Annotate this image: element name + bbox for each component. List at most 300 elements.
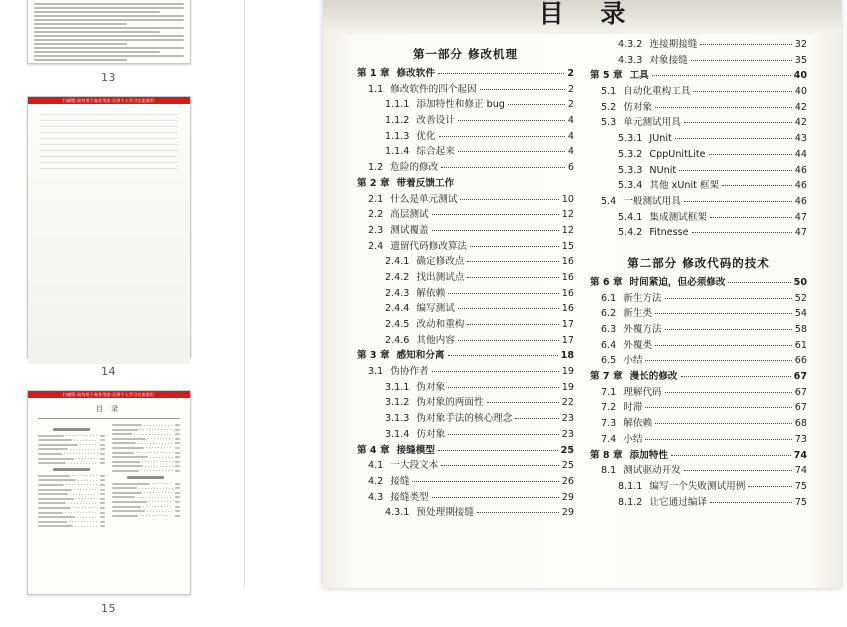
toc-entry[interactable] — [357, 508, 574, 518]
toc-entry-number: 第 5 章 — [590, 70, 623, 82]
toc-entry-page: 75 — [794, 496, 807, 508]
toc-entry-number: 6.2 — [601, 308, 617, 320]
toc-entry-page: 66 — [794, 355, 807, 367]
toc-entry-number: 7.2 — [601, 402, 617, 414]
toc-entry[interactable] — [590, 466, 807, 476]
toc-entry-title: 接缝模型 — [396, 444, 435, 456]
toc-entry-page: 42 — [794, 117, 807, 129]
toc-entry[interactable] — [590, 341, 807, 351]
toc-entry-page: 25 — [560, 444, 574, 456]
toc-entry-title: 修改软件 — [396, 68, 435, 79]
toc-entry[interactable] — [590, 56, 807, 66]
toc-entry-page: 25 — [561, 460, 574, 472]
toc-entry-page: 23 — [561, 428, 574, 440]
toc-entry-page: 47 — [794, 227, 807, 239]
toc-entry-number: 6.3 — [601, 324, 617, 335]
toc-entry-page: 75 — [794, 480, 807, 492]
toc-entry[interactable] — [590, 325, 807, 335]
toc-entry-title: 什么是单元测试 — [390, 193, 458, 205]
toc-entry[interactable] — [590, 213, 807, 223]
thumbnail-item[interactable] — [0, 96, 217, 390]
toc-entry-title: 单元测试用具 — [623, 117, 681, 129]
toc-entry-title: 伪协作者 — [390, 366, 429, 378]
toc-entry-number: 5.3.1 — [618, 133, 643, 145]
toc-entry-title: 一大段文本 — [390, 460, 439, 472]
toc-entry-page: 46 — [794, 164, 807, 176]
toc-entry-number: 2.4.1 — [385, 256, 410, 268]
toc-entry-number: 4.3 — [368, 491, 384, 503]
toc-leader-dots — [681, 376, 791, 377]
toc-leader-dots — [655, 345, 792, 346]
toc-entry[interactable] — [357, 414, 574, 424]
toc-entry[interactable] — [590, 166, 807, 176]
toc-entry-page: 29 — [561, 491, 574, 503]
toc-entry-number: 2.4.6 — [385, 334, 410, 346]
toc-entry[interactable] — [357, 85, 574, 95]
toc-entry-title: 解依赖 — [623, 418, 653, 430]
toc-entry[interactable] — [357, 69, 574, 79]
toc-leader-dots — [467, 277, 558, 278]
toc-entry-number: 4.3.2 — [618, 39, 643, 50]
thumbnail-page-13[interactable] — [27, 0, 191, 64]
toc-entry-page: 12 — [561, 224, 574, 236]
toc-entry[interactable] — [590, 103, 807, 113]
toc-entry-page: 16 — [561, 256, 574, 268]
toc-entry-title: 带着反馈工作 — [396, 177, 455, 189]
toc-entry-number: 1.1.2 — [385, 115, 410, 127]
toc-leader-dots — [684, 122, 792, 123]
toc-entry-number: 2.4.4 — [385, 303, 410, 315]
toc-entry-number: 7.4 — [601, 433, 617, 445]
toc-entry-number: 6.1 — [601, 292, 617, 304]
toc-entry-number: 2.4.2 — [385, 271, 410, 283]
thumbnail-page-14[interactable] — [27, 96, 191, 358]
toc-entry[interactable] — [357, 210, 574, 220]
toc-entry-title: 综合起来 — [416, 146, 455, 158]
toc-entry[interactable] — [590, 71, 807, 81]
toc-entry-title: 伪对象手法的核心理念 — [416, 413, 513, 425]
toc-leader-dots — [684, 201, 792, 202]
toc-entry-number: 5.3 — [601, 117, 617, 129]
toc-entry-page: 4 — [567, 146, 574, 158]
toc-leader-dots — [684, 470, 792, 471]
thumbnail-banner: 扫描版·请勿用于商业用途·仅供个人学习交流使用 — [28, 97, 190, 104]
toc-entry-number: 2.2 — [368, 209, 384, 221]
toc-entry-page: 18 — [560, 350, 574, 362]
toc-entry-number: 3.1.1 — [385, 381, 410, 393]
toc-leader-dots — [700, 44, 791, 45]
toc-entry-number: 第 2 章 — [357, 177, 390, 189]
toc-leader-dots — [441, 167, 565, 168]
toc-entry-page: 4 — [567, 130, 574, 142]
toc-entry[interactable] — [357, 257, 574, 267]
toc-entry-number: 8.1.2 — [618, 496, 643, 508]
toc-entry-title: 预处理期接缝 — [416, 507, 474, 519]
toc-entry-page: 67 — [793, 371, 807, 383]
toc-entry-page: 6 — [567, 162, 574, 174]
toc-entry-number: 2.1 — [368, 193, 384, 205]
toc-entry[interactable] — [590, 150, 807, 160]
toc-leader-dots — [692, 232, 792, 233]
toc-entry-page: 2 — [567, 83, 574, 95]
thumbnail-page-number: 13 — [101, 71, 116, 84]
toc-entry[interactable] — [357, 398, 574, 408]
toc-leader-dots — [470, 246, 559, 247]
toc-entry-title: 改善设计 — [416, 115, 455, 127]
toc-entry-number: 第 3 章 — [357, 350, 390, 362]
toc-entry[interactable] — [590, 419, 807, 429]
toc-entry[interactable] — [357, 132, 574, 142]
toc-entry-title: 集成测试框架 — [649, 211, 707, 223]
toc-leader-dots — [432, 214, 559, 215]
toc-entry[interactable] — [590, 87, 807, 97]
thumbnail-toc-columns — [38, 424, 180, 530]
toc-entry-page: 2 — [567, 99, 574, 111]
toc-entry-title: 仿对象 — [416, 428, 446, 440]
toc-leader-dots — [432, 371, 559, 372]
toc-entry-page: 17 — [561, 334, 574, 346]
toc-entry-number: 第 4 章 — [357, 444, 390, 456]
toc-entry-page: 44 — [794, 148, 807, 160]
toc-entry-title: 外覆方法 — [623, 324, 662, 335]
toc-entry-number: 5.3.4 — [618, 180, 643, 192]
toc-entry-title: 接缝 — [390, 475, 410, 487]
toc-entry[interactable] — [590, 388, 807, 398]
toc-leader-dots — [458, 340, 559, 341]
toc-entry[interactable] — [590, 278, 807, 288]
toc-entry-number: 第 8 章 — [590, 449, 623, 461]
toc-entry[interactable] — [357, 367, 574, 377]
toc-entry-title: 其他 xUnit 框架 — [649, 180, 720, 192]
toc-leader-dots — [448, 387, 559, 388]
toc-entry-page: 40 — [794, 86, 807, 98]
toc-entry-number: 2.4 — [368, 240, 384, 252]
toc-entry-page: 61 — [794, 339, 807, 351]
toc-entry-title: 编写测试 — [416, 303, 455, 315]
toc-leader-dots — [645, 360, 791, 361]
toc-column-left — [349, 40, 582, 588]
toc-entry-number: 第 1 章 — [357, 68, 390, 79]
toc-leader-dots — [675, 138, 792, 139]
toc-leader-dots — [728, 282, 790, 283]
thumbnail-faint-lines — [28, 104, 190, 169]
toc-entry-page: 67 — [794, 402, 807, 414]
toc-entry-number: 2.4.3 — [385, 287, 410, 299]
toc-leader-dots — [722, 185, 792, 186]
toc-entry-page: 16 — [561, 287, 574, 299]
toc-entry-title: 编写一个失败测试用例 — [649, 480, 746, 492]
thumbnail-banner: 扫描版·请勿用于商业用途·仅供个人学习交流使用 — [28, 391, 190, 398]
toc-leader-dots — [665, 298, 792, 299]
toc-entry[interactable] — [357, 493, 574, 503]
toc-entry[interactable] — [590, 228, 807, 238]
toc-entry-page: 46 — [794, 180, 807, 192]
toc-entry-number: 7.3 — [601, 418, 617, 430]
toc-leader-dots — [412, 481, 558, 482]
toc-entry[interactable] — [590, 403, 807, 413]
toc-leader-dots — [508, 104, 565, 105]
toc-entry-title: NUnit — [649, 164, 677, 176]
toc-leader-dots — [645, 407, 791, 408]
toc-entry-number: 3.1 — [368, 366, 384, 378]
toc-entry-page: 40 — [793, 70, 807, 82]
toc-entry-page: 68 — [794, 418, 807, 430]
toc-entry[interactable] — [357, 226, 574, 236]
toc-entry-number: 7.1 — [601, 386, 617, 398]
toc-entry-page: 23 — [561, 413, 574, 425]
toc-leader-dots — [467, 324, 558, 325]
toc-entry-title: 高层测试 — [390, 209, 429, 221]
toc-entry[interactable] — [590, 134, 807, 144]
toc-entry[interactable] — [357, 383, 574, 393]
toc-entry-page: 52 — [794, 292, 807, 304]
toc-entry[interactable] — [357, 446, 574, 456]
toc-entry-title: 其他内容 — [416, 334, 455, 346]
toc-entry-page: 46 — [794, 195, 807, 207]
toc-entry-page: 19 — [561, 381, 574, 393]
toc-entry[interactable] — [357, 430, 574, 440]
toc-entry-page: 43 — [794, 133, 807, 145]
toc-entry-title: 理解代码 — [623, 386, 662, 398]
toc-leader-dots — [671, 455, 791, 456]
toc-entry-title: 工具 — [629, 70, 649, 82]
toc-leader-dots — [467, 261, 558, 262]
toc-leader-dots — [448, 434, 559, 435]
toc-leader-dots — [448, 355, 558, 356]
toc-entry[interactable] — [357, 336, 574, 346]
toc-entry-title: 让它通过编译 — [649, 496, 707, 508]
toc-entry-page: 10 — [561, 193, 574, 205]
toc-entry-title: 外覆类 — [623, 339, 653, 351]
toc-entry-title: 对象接缝 — [649, 54, 688, 66]
toc-entry-number: 5.2 — [601, 101, 617, 113]
thumbnail-toc-col-right — [112, 424, 180, 530]
toc-entry-title: 危险的修改 — [390, 162, 439, 174]
toc-entry[interactable] — [357, 147, 574, 157]
thumbnail-blank-scan — [28, 104, 190, 364]
toc-leader-dots — [665, 392, 792, 393]
toc-entry-page: 42 — [794, 101, 807, 113]
toc-entry-title: 接缝类型 — [390, 491, 429, 503]
toc-entry-page: 32 — [794, 39, 807, 50]
toc-entry[interactable] — [357, 116, 574, 126]
toc-entry-number: 1.1 — [368, 83, 384, 95]
toc-entry[interactable] — [357, 195, 574, 205]
toc-entry-title: 添加特性 — [629, 449, 668, 461]
toc-leader-dots — [679, 170, 792, 171]
toc-entry-number: 4.3.3 — [618, 54, 643, 66]
toc-entry[interactable] — [590, 309, 807, 319]
toc-entry-page: 16 — [561, 271, 574, 283]
toc-entry-page: 50 — [793, 276, 807, 288]
toc-entry-title: 优化 — [416, 130, 436, 142]
toc-entry-title: 仿对象 — [623, 101, 653, 113]
toc-column-right — [582, 40, 815, 588]
toc-leader-dots — [693, 91, 791, 92]
toc-entry-number: 6.5 — [601, 355, 617, 367]
toc-entry-number: 5.3.3 — [618, 164, 643, 176]
toc-entry-page: 16 — [561, 303, 574, 315]
toc-leader-dots — [487, 402, 559, 403]
toc-leader-dots — [655, 313, 792, 314]
toc-entry-title: 时滞 — [623, 402, 643, 414]
page-title: 目 录 — [538, 0, 640, 28]
toc-leader-dots — [458, 120, 565, 121]
toc-entry-page: 4 — [567, 115, 574, 127]
toc-leader-dots — [710, 217, 792, 218]
toc-part-heading: 第二部分 修改代码的技术 — [627, 255, 770, 270]
thumbnail-page-15[interactable] — [27, 390, 191, 595]
toc-entry-number: 2.3 — [368, 224, 384, 236]
toc-leader-dots — [438, 450, 558, 451]
toc-entry[interactable] — [357, 461, 574, 471]
toc-entry-title: 测试覆盖 — [390, 224, 429, 236]
toc-leader-dots — [439, 136, 565, 137]
toc-entry-title: 自动化重构工具 — [623, 86, 691, 98]
toc-entry[interactable] — [590, 181, 807, 191]
toc-entry[interactable] — [357, 477, 574, 487]
toc-entry-page: 67 — [794, 386, 807, 398]
toc-leader-dots — [515, 418, 558, 419]
toc-entry-title: 添加特性和修正 bug — [416, 99, 505, 111]
toc-entry[interactable] — [357, 320, 574, 330]
thumbnail-toc-title: 目 录 — [95, 405, 122, 413]
toc-entry[interactable] — [357, 100, 574, 110]
document-page — [323, 0, 841, 588]
toc-entry-title: 遗留代码修改算法 — [390, 240, 468, 252]
toc-entry-title: 感知和分离 — [396, 350, 445, 362]
toc-entry[interactable] — [590, 197, 807, 207]
toc-entry-title: 时间紧迫，但必须修改 — [629, 276, 726, 288]
toc-entry-number: 3.1.2 — [385, 397, 410, 409]
toc-leader-dots — [691, 60, 792, 61]
toc-entry[interactable] — [357, 179, 574, 189]
toc-entry-page: 47 — [794, 211, 807, 223]
toc-entry-title: 确定修改点 — [416, 256, 465, 268]
thumbnail-toc-preview — [28, 398, 190, 530]
toc-entry[interactable] — [590, 294, 807, 304]
thumbnail-toc-col-left — [38, 424, 106, 530]
thumbnail-panel[interactable] — [0, 0, 217, 615]
toc-entry-title: JUnit — [649, 133, 672, 145]
toc-entry-number: 8.1 — [601, 465, 617, 477]
toc-entry[interactable] — [590, 482, 807, 492]
toc-entry-number: 1.1.1 — [385, 99, 410, 111]
thumbnail-item[interactable] — [0, 0, 217, 96]
toc-entry-title: Fitnesse — [649, 227, 689, 239]
toc-entry[interactable] — [357, 163, 574, 173]
toc-leader-dots — [460, 199, 558, 200]
toc-entry[interactable] — [590, 451, 807, 461]
toc-entry[interactable] — [590, 435, 807, 445]
toc-entry-title: CppUnitLite — [649, 148, 706, 160]
thumbnail-divider — [38, 418, 180, 419]
toc-entry[interactable] — [357, 304, 574, 314]
toc-entry-number: 4.1 — [368, 460, 384, 472]
toc-entry[interactable] — [357, 351, 574, 361]
toc-leader-dots — [655, 423, 792, 424]
page-viewer[interactable] — [217, 0, 847, 586]
toc-entry-title: 连接期接缝 — [649, 39, 698, 50]
toc-entry-title: 改动和重构 — [416, 319, 465, 330]
toc-part-heading: 第一部分 修改机理 — [412, 47, 518, 61]
toc-entry-title: 修改软件的四个起因 — [390, 83, 477, 95]
toc-entry-number: 第 6 章 — [590, 276, 623, 288]
toc-entry-number: 4.2 — [368, 475, 384, 487]
toc-entry-title: 解依赖 — [416, 287, 446, 299]
toc-leader-dots — [652, 75, 791, 76]
toc-leader-dots — [709, 154, 792, 155]
toc-entry[interactable] — [590, 498, 807, 508]
toc-entry[interactable] — [590, 40, 807, 50]
toc-entry-page: 19 — [561, 366, 574, 378]
toc-entry-number: 1.1.3 — [385, 130, 410, 142]
toc-entry[interactable] — [590, 356, 807, 366]
toc-leader-dots — [458, 151, 565, 152]
toc-leader-dots — [438, 73, 564, 74]
toc-entry-page: 54 — [794, 308, 807, 320]
toc-entry[interactable] — [590, 372, 807, 382]
toc-leader-dots — [748, 486, 791, 487]
toc-leader-dots — [645, 439, 791, 440]
toc-entry-page: 15 — [561, 240, 574, 252]
toc-entry-number: 3.1.4 — [385, 428, 410, 440]
toc-entry-number: 8.1.1 — [618, 480, 643, 492]
toc-entry-title: 一般测试用具 — [623, 195, 681, 207]
thumbnail-item[interactable] — [0, 390, 217, 627]
toc-entry[interactable] — [357, 242, 574, 252]
toc-entry-page: 74 — [793, 449, 807, 461]
toc-entry-title: 小结 — [623, 355, 643, 367]
toc-leader-dots — [655, 107, 792, 108]
toc-leader-dots — [448, 293, 559, 294]
toc-entry[interactable] — [357, 273, 574, 283]
toc-entry-title: 新生类 — [623, 308, 653, 320]
toc-entry-number: 3.1.3 — [385, 413, 410, 425]
toc-leader-dots — [432, 497, 559, 498]
toc-entry[interactable] — [590, 118, 807, 128]
toc-entry-number: 4.3.1 — [385, 507, 410, 519]
thumbnail-text-lines — [28, 0, 190, 67]
toc-entry-number: 1.2 — [368, 162, 384, 174]
toc-entry-page: 12 — [561, 209, 574, 221]
toc-entry-number: 5.4 — [601, 195, 617, 207]
toc-entry-page: 29 — [561, 507, 574, 519]
toc-entry-page: 73 — [794, 433, 807, 445]
panel-divider — [244, 0, 245, 586]
toc-entry-title: 测试驱动开发 — [623, 465, 681, 477]
toc-entry-title: 伪对象 — [416, 381, 446, 393]
toc-leader-dots — [441, 465, 559, 466]
thumbnail-page-number: 14 — [101, 365, 116, 378]
toc-leader-dots — [665, 329, 792, 330]
toc-entry-page: 58 — [794, 324, 807, 335]
toc-entry-number: 5.3.2 — [618, 148, 643, 160]
toc-leader-dots — [710, 502, 792, 503]
toc-entry-page: 2 — [567, 68, 574, 79]
toc-entry-title: 小结 — [623, 433, 643, 445]
toc-entry-title: 找出测试点 — [416, 271, 465, 283]
toc-entry-title: 新生方法 — [623, 292, 662, 304]
toc-entry-title: 漫长的修改 — [629, 371, 678, 383]
thumbnail-page-number: 15 — [101, 602, 116, 615]
toc-leader-dots — [477, 512, 559, 513]
toc-entry-number: 1.1.4 — [385, 146, 410, 158]
toc-entry-page: 26 — [561, 475, 574, 487]
table-of-contents — [323, 40, 841, 588]
toc-entry-number: 5.4.1 — [618, 211, 643, 223]
toc-entry[interactable] — [357, 289, 574, 299]
